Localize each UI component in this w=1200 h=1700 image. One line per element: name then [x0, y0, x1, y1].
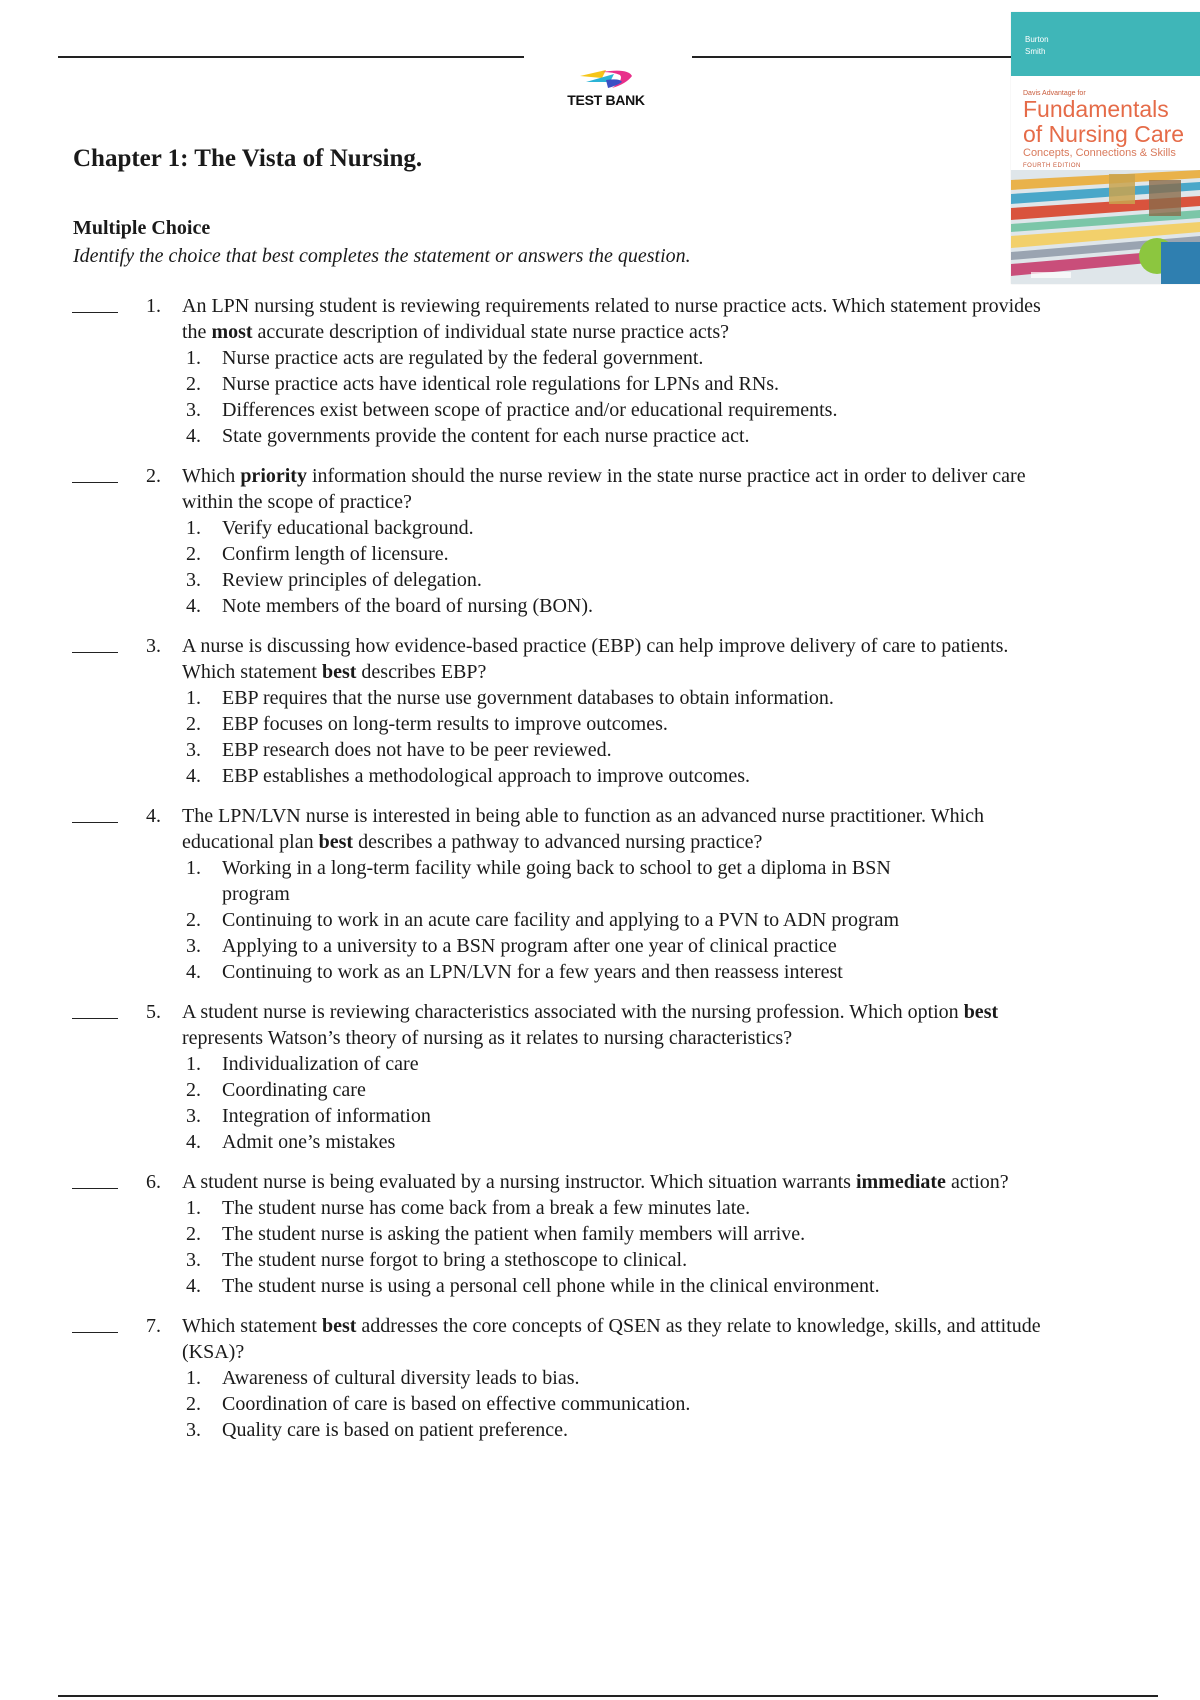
- option-text: Individualization of care: [222, 1053, 419, 1075]
- answer-option: [0, 345, 1200, 371]
- question-text-line: [0, 829, 1200, 855]
- question-text-segment: information should the nurse review in the state nurse practice act in order to deliver care: [306, 465, 1026, 487]
- question-text-segment: the: [182, 321, 212, 343]
- question-text: [182, 321, 729, 343]
- option-text: Nurse practice acts have identical role regulations for LPNs and RNs.: [222, 373, 780, 395]
- option-number: 1.: [186, 1367, 201, 1389]
- question-text-segment: The LPN/LVN nurse is interested in being able to function as an advanced nurse practitioner. Which: [182, 805, 985, 827]
- question-text-line: [0, 659, 1200, 685]
- question-text: [182, 465, 1026, 487]
- answer-option: [0, 1077, 1200, 1103]
- option-text: EBP research does not have to be peer reviewed.: [222, 739, 612, 761]
- option-text: The student nurse has come back from a break a few minutes late.: [222, 1197, 751, 1219]
- option-text: State governments provide the content for each nurse practice act.: [222, 425, 750, 447]
- answer-option: [0, 567, 1200, 593]
- option-number: 4.: [186, 1275, 201, 1297]
- option-text: Continuing to work as an LPN/LVN for a few years and then reassess interest: [222, 961, 843, 983]
- answer-options: [0, 1365, 1200, 1443]
- question-number: 1.: [146, 295, 161, 317]
- answer-option: [0, 1129, 1200, 1155]
- question-text: [182, 1001, 998, 1023]
- option-text: Quality care is based on patient preference.: [222, 1419, 568, 1441]
- option-text: Coordination of care is based on effective communication.: [222, 1393, 691, 1415]
- answer-option: [0, 1103, 1200, 1129]
- question-text: [182, 1027, 792, 1049]
- emphasis-keyword: immediate: [855, 1171, 946, 1193]
- question-number: 7.: [146, 1315, 161, 1337]
- option-text: Admit one’s mistakes: [222, 1131, 396, 1153]
- option-text: EBP requires that the nurse use government databases to obtain information.: [222, 687, 834, 709]
- question-text: [182, 805, 984, 827]
- cover-authors: [1025, 34, 1049, 58]
- emphasis-keyword: best: [318, 831, 354, 853]
- option-number: 4.: [186, 425, 201, 447]
- question-2: [0, 463, 1200, 619]
- answer-option: [0, 423, 1200, 449]
- answer-blank[interactable]: [72, 627, 118, 653]
- answer-blank[interactable]: [72, 287, 118, 313]
- question-text-line: [0, 803, 1200, 829]
- option-text: Confirm length of licensure.: [222, 543, 449, 565]
- answer-option: [0, 1247, 1200, 1273]
- question-4: [0, 803, 1200, 985]
- option-number: 4.: [186, 595, 201, 617]
- question-text-segment: (KSA)?: [182, 1341, 245, 1363]
- question-text: [182, 1341, 244, 1363]
- header-rule-right: [692, 56, 1012, 58]
- answer-option: [0, 907, 1200, 933]
- cover-author: Smith: [1025, 47, 1046, 56]
- answer-options: [0, 515, 1200, 619]
- question-number: 6.: [146, 1171, 161, 1193]
- answer-option: [0, 855, 1200, 881]
- option-number: 1.: [186, 1197, 201, 1219]
- option-number: 3.: [186, 1419, 201, 1441]
- answer-option: [0, 1221, 1200, 1247]
- option-text: Coordinating care: [222, 1079, 366, 1101]
- option-text: Nurse practice acts are regulated by the federal government.: [222, 347, 704, 369]
- question-text-segment: represents Watson’s theory of nursing as it relates to nursing characteristics?: [182, 1027, 793, 1049]
- header-rule-left: [58, 56, 524, 58]
- option-text: Applying to a university to a BSN program after one year of clinical practice: [222, 935, 837, 957]
- question-text-segment: Which statement: [182, 1315, 322, 1337]
- cover-subtitle: Concepts, Connections & Skills: [1023, 147, 1176, 159]
- question-text-segment: Which statement: [182, 661, 322, 683]
- answer-option: [0, 1195, 1200, 1221]
- question-number: 4.: [146, 805, 161, 827]
- answer-blank[interactable]: [72, 993, 118, 1019]
- option-text: Working in a long-term facility while going back to school to get a diploma in BSN: [222, 857, 891, 879]
- option-text: The student nurse is using a personal cell phone while in the clinical environment.: [222, 1275, 880, 1297]
- question-number: 5.: [146, 1001, 161, 1023]
- option-text: The student nurse forgot to bring a stethoscope to clinical.: [222, 1249, 688, 1271]
- question-text-line: [0, 293, 1200, 319]
- option-number: 3.: [186, 569, 201, 591]
- question-text-line: [0, 463, 1200, 489]
- answer-option: [0, 515, 1200, 541]
- option-number: 4.: [186, 765, 201, 787]
- option-number: 3.: [186, 739, 201, 761]
- answer-options: [0, 855, 1200, 985]
- question-7: [0, 1313, 1200, 1443]
- answer-option: [0, 685, 1200, 711]
- option-number: 3.: [186, 935, 201, 957]
- option-text: Awareness of cultural diversity leads to bias.: [222, 1367, 580, 1389]
- question-text: [182, 831, 762, 853]
- option-number: 1.: [186, 1053, 201, 1075]
- option-number: 3.: [186, 1105, 201, 1127]
- question-text: [182, 491, 412, 513]
- cover-title-line2: of Nursing Care: [1023, 121, 1185, 147]
- emphasis-keyword: most: [211, 321, 253, 343]
- question-text-line: [0, 1313, 1200, 1339]
- question-text-line: [0, 633, 1200, 659]
- question-list: [0, 293, 1200, 1457]
- answer-option: [0, 593, 1200, 619]
- answer-option: [0, 933, 1200, 959]
- answer-option: [0, 1273, 1200, 1299]
- option-number: 1.: [186, 517, 201, 539]
- emphasis-keyword: best: [321, 661, 357, 683]
- option-text: The student nurse is asking the patient when family members will arrive.: [222, 1223, 806, 1245]
- answer-option: [0, 959, 1200, 985]
- cover-series: Davis Advantage for: [1023, 90, 1086, 97]
- answer-options: [0, 685, 1200, 789]
- cover-art-image: [1011, 170, 1200, 284]
- footer-rule: [58, 1695, 1158, 1697]
- question-5: [0, 999, 1200, 1155]
- option-text: EBP focuses on long-term results to improve outcomes.: [222, 713, 668, 735]
- cover-edition: FOURTH EDITION: [1023, 163, 1081, 169]
- question-text: [182, 295, 1041, 317]
- answer-blank[interactable]: [72, 457, 118, 483]
- question-text-line: [0, 489, 1200, 515]
- answer-option: [0, 1051, 1200, 1077]
- answer-option: [0, 711, 1200, 737]
- answer-option: [0, 371, 1200, 397]
- option-text: program: [222, 883, 290, 905]
- answer-option: [0, 1365, 1200, 1391]
- question-text-segment: A student nurse is reviewing characteristics associated with the nursing profession. Which option: [182, 1001, 964, 1023]
- option-number: 3.: [186, 399, 201, 421]
- logo-text: TEST BANK: [567, 92, 645, 108]
- question-6: [0, 1169, 1200, 1299]
- section-heading: Multiple Choice: [73, 217, 211, 239]
- option-number: 2.: [186, 713, 201, 735]
- answer-options: [0, 345, 1200, 449]
- answer-option: [0, 1417, 1200, 1443]
- question-text-segment: A student nurse is being evaluated by a nursing instructor. Which situation warrants: [182, 1171, 856, 1193]
- question-text-segment: A nurse is discussing how evidence-based practice (EBP) can help improve delivery of care to patients.: [182, 635, 1009, 657]
- question-text-segment: Which: [182, 465, 241, 487]
- section-instructions: Identify the choice that best completes the statement or answers the question.: [73, 245, 691, 267]
- answer-options: [0, 1195, 1200, 1299]
- option-text: Integration of information: [222, 1105, 431, 1127]
- option-text: Continuing to work in an acute care facility and applying to a PVN to ADN program: [222, 909, 900, 931]
- answer-option: [0, 397, 1200, 423]
- question-text-segment: within the scope of practice?: [182, 491, 412, 513]
- question-text-line: [0, 1169, 1200, 1195]
- option-number: 2.: [186, 373, 201, 395]
- option-text: Note members of the board of nursing (BON).: [222, 595, 594, 617]
- question-3: [0, 633, 1200, 789]
- option-text: Review principles of delegation.: [222, 569, 482, 591]
- answer-blank[interactable]: [72, 797, 118, 823]
- option-number: 4.: [186, 1131, 201, 1153]
- answer-option: [0, 1391, 1200, 1417]
- option-number: 2.: [186, 1079, 201, 1101]
- option-number: 1.: [186, 347, 201, 369]
- question-text-segment: describes EBP?: [356, 661, 487, 683]
- cover-teal-band: [1011, 12, 1200, 76]
- book-cover-image: [1011, 12, 1200, 284]
- question-text-segment: describes a pathway to advanced nursing practice?: [353, 831, 763, 853]
- test-bank-swoosh-icon: [576, 66, 636, 90]
- emphasis-keyword: priority: [240, 465, 307, 487]
- emphasis-keyword: best: [321, 1315, 357, 1337]
- question-text-line: [0, 1025, 1200, 1051]
- question-text-line: [0, 1339, 1200, 1365]
- answer-options: [0, 1051, 1200, 1155]
- answer-option: [0, 737, 1200, 763]
- cover-author: Burton: [1025, 35, 1049, 44]
- question-text: [182, 661, 486, 683]
- option-text: Differences exist between scope of practice and/or educational requirements.: [222, 399, 838, 421]
- question-text: [182, 1171, 1009, 1193]
- option-number: 1.: [186, 687, 201, 709]
- question-1: [0, 293, 1200, 449]
- option-number: 2.: [186, 1223, 201, 1245]
- question-text-segment: action?: [945, 1171, 1009, 1193]
- question-text: [182, 1315, 1041, 1337]
- answer-blank[interactable]: [72, 1163, 118, 1189]
- option-text: Verify educational background.: [222, 517, 474, 539]
- question-text-line: [0, 319, 1200, 345]
- answer-option-continuation: [0, 881, 1200, 907]
- option-number: 3.: [186, 1249, 201, 1271]
- question-number: 3.: [146, 635, 161, 657]
- test-bank-logo: [558, 66, 654, 108]
- question-text-segment: accurate description of individual state nurse practice acts?: [252, 321, 730, 343]
- question-text-segment: addresses the core concepts of QSEN as they relate to knowledge, skills, and attitude: [356, 1315, 1041, 1337]
- chapter-title: Chapter 1: The Vista of Nursing.: [73, 145, 423, 172]
- answer-option: [0, 541, 1200, 567]
- question-text-line: [0, 999, 1200, 1025]
- answer-option: [0, 763, 1200, 789]
- cover-title-line1: Fundamentals: [1023, 96, 1169, 122]
- question-text-segment: educational plan: [182, 831, 319, 853]
- question-text: [182, 635, 1008, 657]
- emphasis-keyword: best: [963, 1001, 999, 1023]
- answer-blank[interactable]: [72, 1307, 118, 1333]
- option-number: 2.: [186, 543, 201, 565]
- option-text: EBP establishes a methodological approach to improve outcomes.: [222, 765, 751, 787]
- question-number: 2.: [146, 465, 161, 487]
- option-number: 1.: [186, 857, 201, 879]
- option-number: 2.: [186, 909, 201, 931]
- option-number: 4.: [186, 961, 201, 983]
- option-number: 2.: [186, 1393, 201, 1415]
- question-text-segment: An LPN nursing student is reviewing requirements related to nurse practice acts. Which statement provides: [182, 295, 1041, 317]
